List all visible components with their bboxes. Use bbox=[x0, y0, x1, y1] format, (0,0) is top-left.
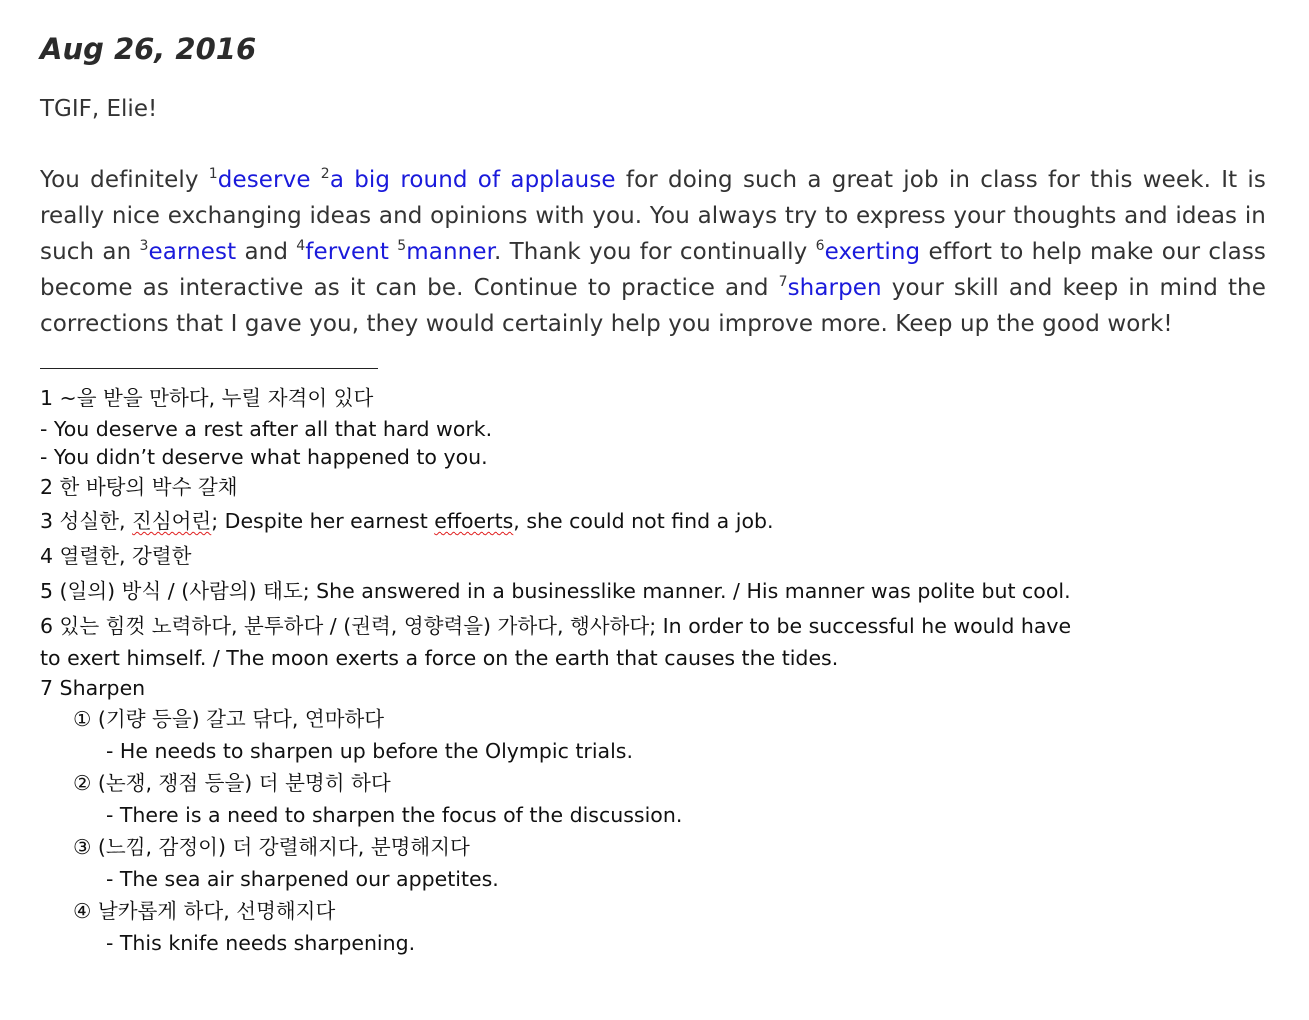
footnote-marker-6: 6 bbox=[815, 238, 825, 254]
sharpen-definition: ② (논쟁, 쟁점 등을) 더 분명히 하다 bbox=[73, 771, 391, 795]
vocab-fervent: fervent bbox=[305, 239, 390, 265]
vocab-manner: manner bbox=[406, 239, 495, 265]
sharpen-example: - This knife needs sharpening. bbox=[106, 931, 416, 955]
footnote-1-example: - You didn’t deserve what happened to you. bbox=[40, 445, 488, 469]
footnote-7-title: 7 Sharpen bbox=[40, 676, 146, 700]
sharpen-example: - There is a need to sharpen the focus of the discussion. bbox=[106, 803, 683, 827]
footnote-marker-1: 1 bbox=[208, 166, 218, 182]
vocab-deserve: deserve bbox=[217, 167, 311, 193]
footnote-marker-5: 5 bbox=[397, 238, 407, 254]
footnote-5: 5 (일의) 방식 / (사람의) 태도; She answered in a businesslike manner. / His manner was polite but cool. bbox=[40, 579, 1071, 603]
footnote-marker-3: 3 bbox=[139, 238, 149, 254]
footnote-3-text: 3 성실한, bbox=[40, 509, 133, 533]
body-text: for doing such a great job in class for this week. It is really nice exchanging ideas and opinions with you. You always try to express your thoughts and ideas in such an bbox=[40, 167, 1266, 265]
sharpen-definition: ④ 날카롭게 하다, 선명해지다 bbox=[73, 899, 336, 923]
footnote-3-text: , she could not find a job. bbox=[513, 509, 774, 533]
body-text: and bbox=[236, 239, 297, 265]
body-text: You definitely bbox=[40, 167, 209, 193]
body-text: effort to help make our class become as interactive as it can be. Continue to practice and bbox=[40, 239, 1266, 301]
post-date: Aug 26, 2016 bbox=[40, 32, 257, 66]
letter-body bbox=[40, 162, 1266, 342]
spellcheck-flag: effoerts bbox=[434, 509, 514, 533]
sharpen-definition: ① (기량 등을) 갈고 닦다, 연마하다 bbox=[73, 707, 385, 731]
greeting: TGIF, Elie! bbox=[40, 96, 158, 122]
footnotes bbox=[40, 381, 1266, 959]
footnote-marker-4: 4 bbox=[296, 238, 306, 254]
body-text bbox=[311, 167, 321, 193]
vocab-earnest: earnest bbox=[148, 239, 237, 265]
vocab-applause: a big round of applause bbox=[329, 167, 616, 193]
footnote-divider bbox=[40, 368, 378, 369]
sharpen-example: - The sea air sharpened our appetites. bbox=[106, 867, 499, 891]
body-text: your skill and keep in mind the corrections that I gave you, they would certainly help you improve more. Keep up the good work! bbox=[40, 275, 1266, 337]
footnote-marker-2: 2 bbox=[320, 166, 330, 182]
footnote-marker-7: 7 bbox=[778, 274, 788, 290]
body-text: . Thank you for continually bbox=[494, 239, 816, 265]
footnote-3 bbox=[40, 503, 1266, 539]
spellcheck-flag: 진심어린 bbox=[132, 509, 212, 533]
vocab-sharpen: sharpen bbox=[787, 275, 882, 301]
footnote-1-example: - You deserve a rest after all that hard work. bbox=[40, 417, 493, 441]
footnote-2: 2 한 바탕의 박수 갈채 bbox=[40, 475, 238, 499]
sharpen-example: - He needs to sharpen up before the Olympic trials. bbox=[106, 739, 633, 763]
footnote-6-line: 6 있는 힘껏 노력하다, 분투하다 / (권력, 영향력을) 가하다, 행사하다; In order to be successful he would have bbox=[40, 614, 1072, 638]
footnote-6-line: to exert himself. / The moon exerts a force on the earth that causes the tides. bbox=[40, 646, 839, 670]
footnote-1-title: 1 ~을 받을 만하다, 누릴 자격이 있다 bbox=[40, 386, 374, 410]
footnote-3-text: ; Despite her earnest bbox=[211, 509, 435, 533]
sharpen-definition: ③ (느낌, 감정이) 더 강렬해지다, 분명해지다 bbox=[73, 835, 470, 859]
vocab-exerting: exerting bbox=[824, 239, 921, 265]
letter-page bbox=[40, 26, 1266, 959]
footnote-4: 4 열렬한, 강렬한 bbox=[40, 544, 192, 568]
